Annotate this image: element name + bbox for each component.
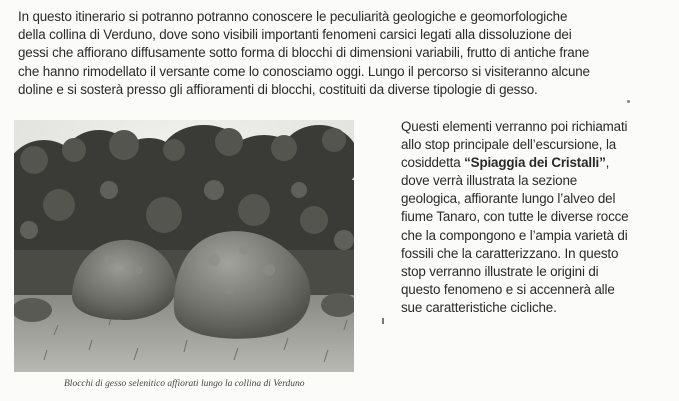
photo-illustration <box>14 120 354 372</box>
side-line <box>401 154 663 172</box>
side-line: che la compongono e l’ampia varietà di <box>401 227 628 243</box>
side-paragraph <box>401 118 663 317</box>
print-speck <box>627 100 630 103</box>
figure-caption: Blocchi di gesso selenitico affiorati lungo la collina di Verduno <box>64 379 305 389</box>
intro-paragraph <box>18 8 658 99</box>
side-line: questo fenomeno e si accennerà alle <box>401 281 615 297</box>
side-line-punct: , <box>605 155 610 171</box>
side-line: dove verrà illustrata la sezione <box>401 173 578 189</box>
side-line: allo stop principale dell’escursione, la <box>401 137 617 153</box>
side-line: fiume Tanaro, con tutte le diverse rocce <box>401 209 629 225</box>
side-line: stop verranno illustrate le origini di <box>401 263 599 279</box>
intro-line: che hanno rimodellato il versante come lo conosciamo oggi. Lungo il percorso si visiteranno alcune <box>18 63 590 79</box>
side-line: Questi elementi verranno poi richiamati <box>401 119 628 134</box>
gypsum-blocks-photo <box>14 120 354 372</box>
side-line: geologica, affiorante lungo l’alveo del <box>401 191 616 207</box>
print-mark <box>382 318 384 324</box>
intro-line: In questo itinerario si potranno potranno conoscere le peculiarità geologiche e geomorfologiche <box>18 9 568 24</box>
intro-line: della collina di Verduno, dove sono visibili importanti fenomeni carsici legati alla dissoluzione dei <box>18 27 572 43</box>
intro-line: gessi che affiorano diffusamente sotto forma di blocchi di dimensioni variabili, frutto di antiche frane <box>18 45 590 61</box>
side-line: fossili che la caratterizzano. In questo <box>401 245 619 261</box>
side-line-text: cosiddetta <box>401 155 465 171</box>
spiaggia-dei-cristalli-highlight: “Spiaggia dei Cristalli” <box>464 155 606 171</box>
intro-line: doline e si sosterà presso gli affioramenti di blocchi, costituiti da diverse tipologie di gesso. <box>18 81 538 97</box>
side-line: sue caratteristiche cicliche. <box>401 299 557 315</box>
